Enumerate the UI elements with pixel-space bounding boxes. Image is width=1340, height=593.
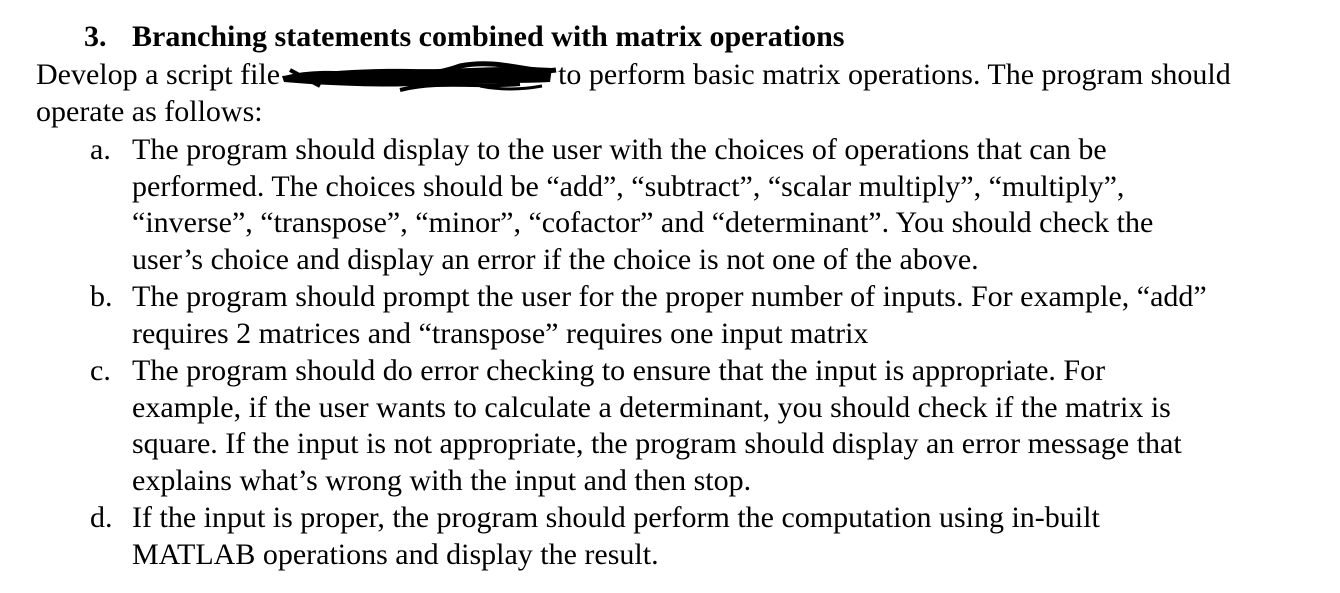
item-c-marker: c. (90, 354, 111, 387)
redaction-scribble (280, 60, 558, 90)
item-b-line-2: requires 2 matrices and “transpose” requires one input matrix (132, 316, 869, 350)
intro-line-2: operate as follows: (36, 95, 263, 128)
item-b-text (132, 279, 1207, 352)
item-b-marker: b. (90, 280, 113, 313)
item-c-line-4: explains what’s wrong with the input and then stop. (132, 463, 752, 497)
item-a-line-4: user’s choice and display an error if the choice is not one of the above. (132, 242, 979, 276)
item-c-text (132, 353, 1182, 499)
question-heading (84, 19, 844, 55)
item-a-line-2: performed. The choices should be “add”, “subtract”, “scalar multiply”, “multiply”, (132, 169, 1125, 203)
intro-line-1 (36, 57, 1231, 93)
item-c-line-1: The program should do error checking to ensure that the input is appropriate. For (132, 354, 1106, 387)
item-d-text (132, 500, 1100, 573)
item-c-line-2: example, if the user wants to calculate a determinant, you should check if the matrix is (132, 390, 1171, 424)
item-a-marker: a. (90, 133, 111, 166)
item-c-line-3: square. If the input is not appropriate, the program should display an error message that (132, 427, 1182, 461)
intro-text-before: Develop a script file (36, 58, 281, 91)
question-number: 3. (84, 20, 107, 53)
item-d-line-1: If the input is proper, the program should perform the computation using in-built (132, 501, 1100, 534)
item-b-line-1: The program should prompt the user for the proper number of inputs. For example, “add” (132, 280, 1207, 313)
item-a-line-3: “inverse”, “transpose”, “minor”, “cofactor” and “determinant”. You should check the (132, 206, 1154, 240)
item-a-text (132, 132, 1153, 278)
intro-text-after: to perform basic matrix operations. The program should (558, 58, 1231, 91)
question-title: Branching statements combined with matrix operations (132, 20, 845, 53)
item-d-marker: d. (90, 501, 113, 534)
item-d-line-2: MATLAB operations and display the result. (132, 537, 659, 571)
item-a-line-1: The program should display to the user with the choices of operations that can be (132, 133, 1107, 166)
